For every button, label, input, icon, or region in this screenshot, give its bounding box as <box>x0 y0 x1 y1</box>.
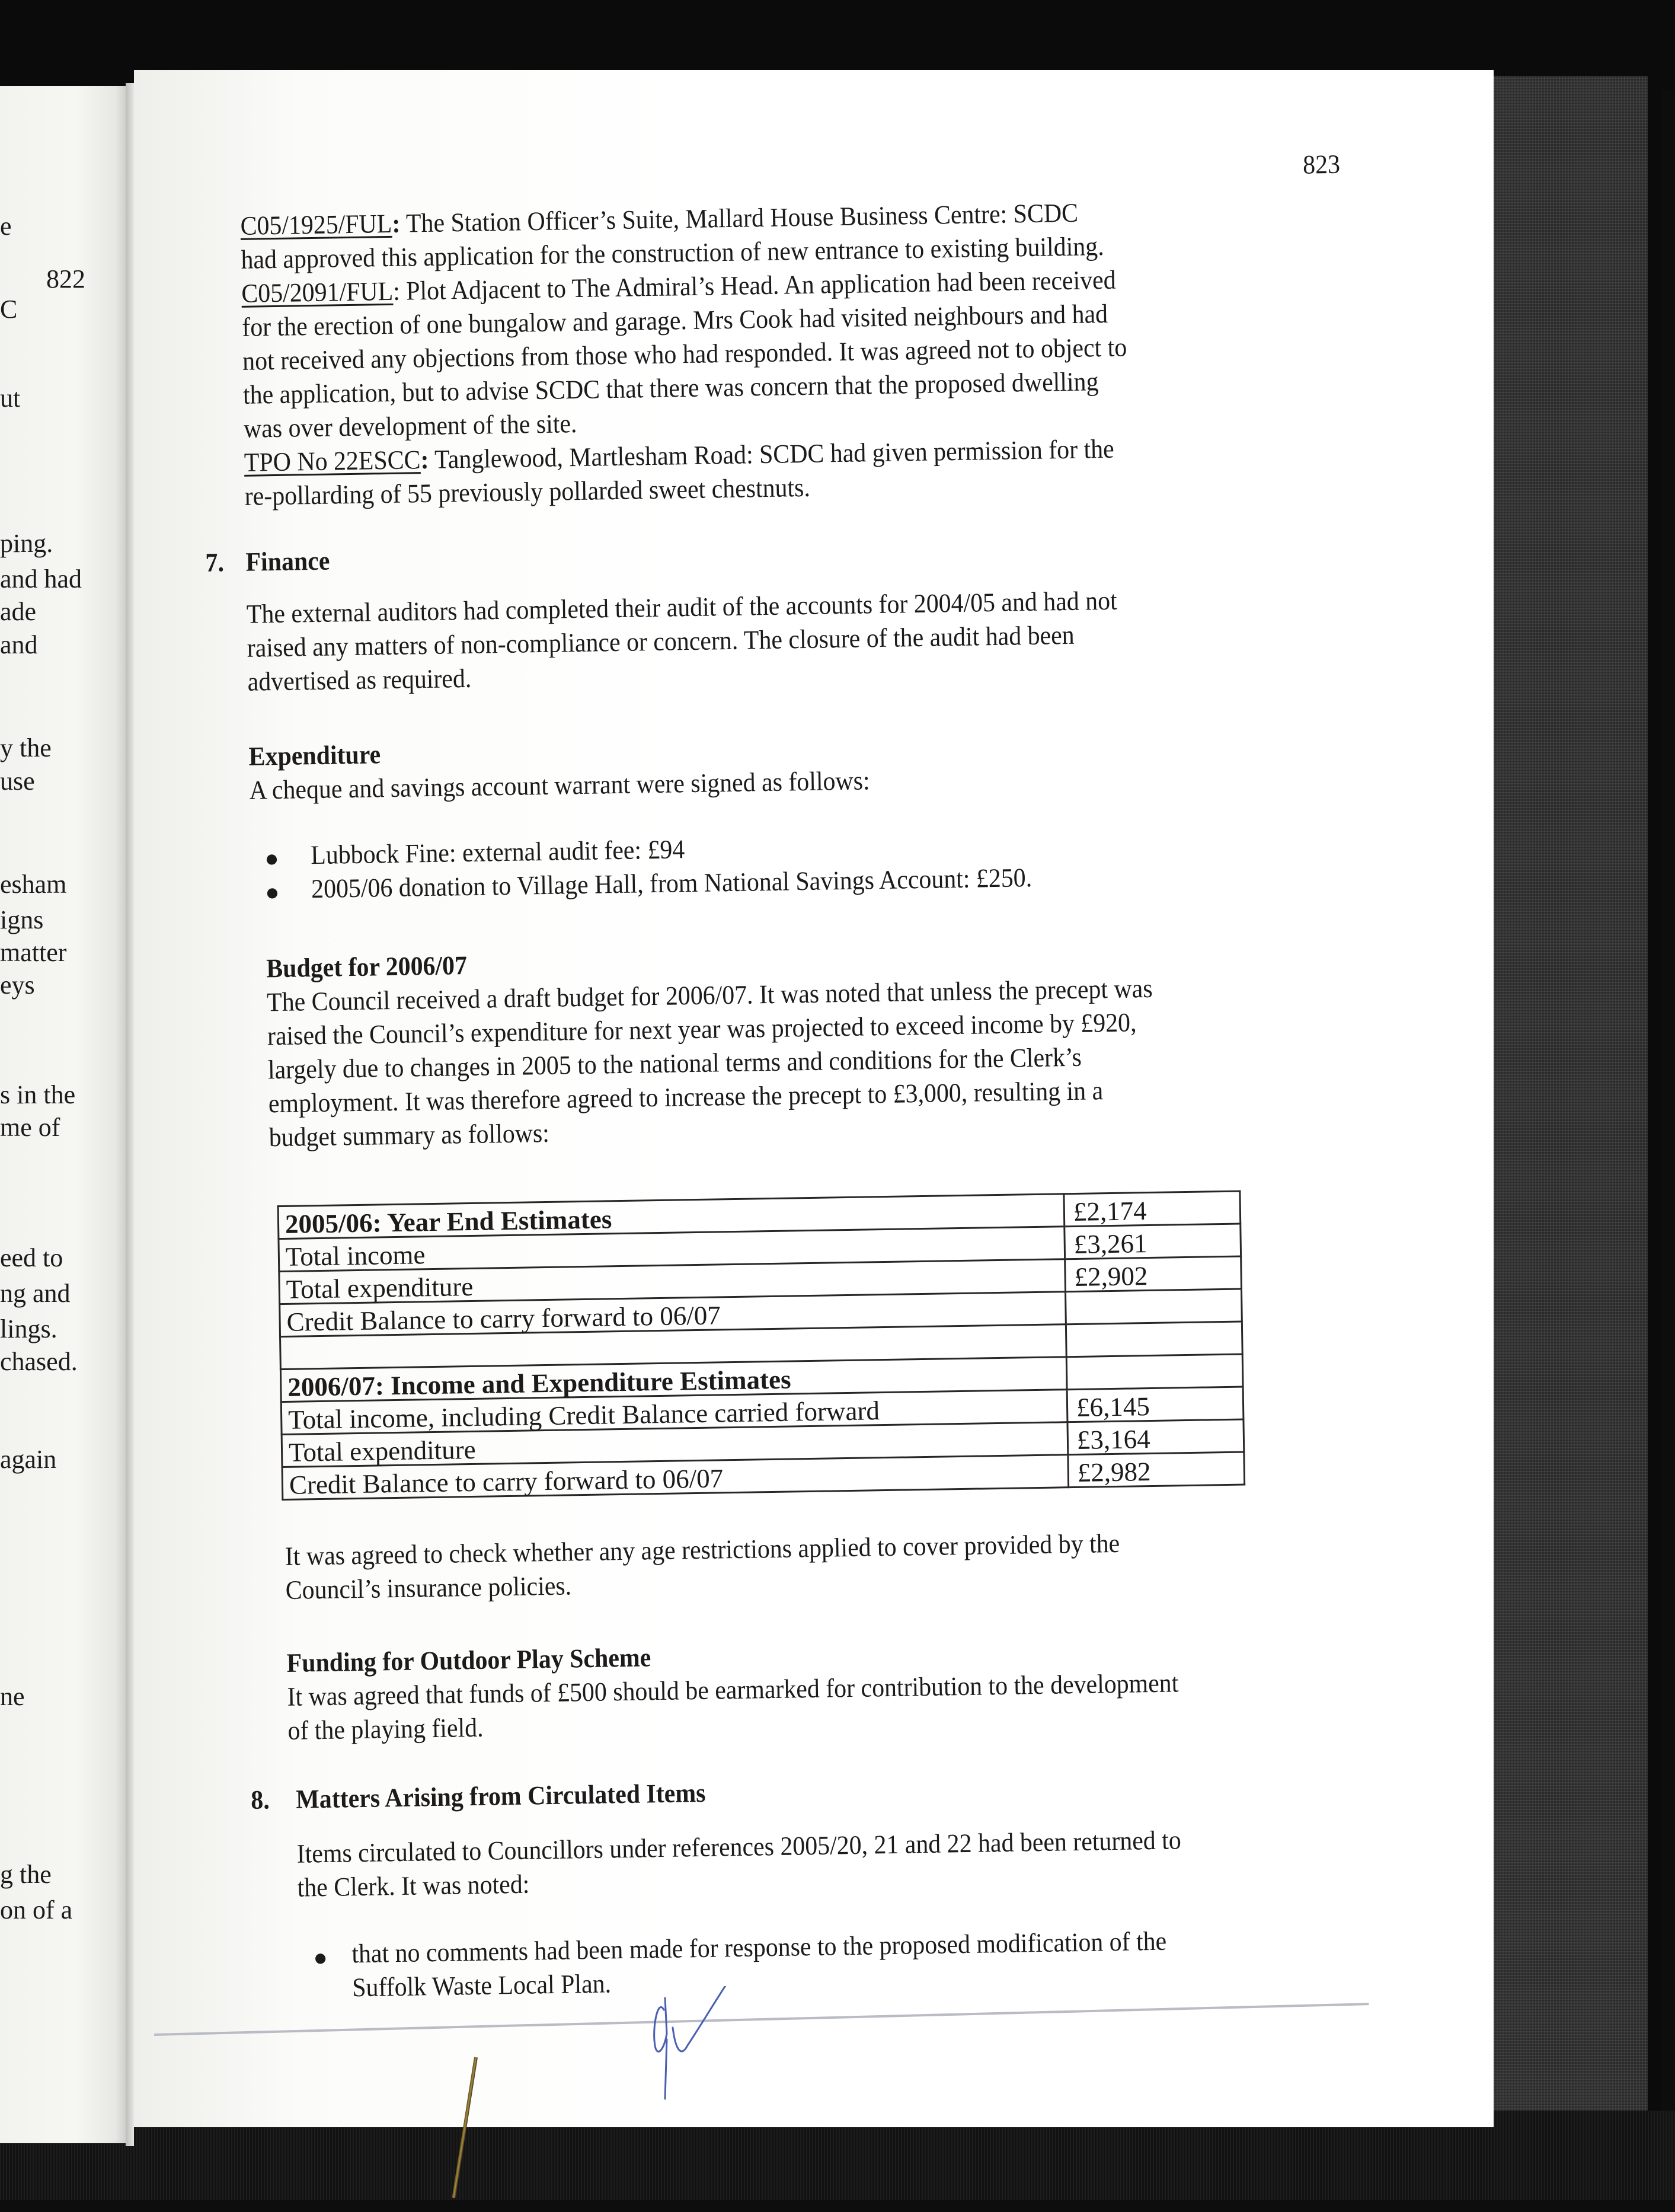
section-8-para: the Clerk. It was noted: <box>297 1869 530 1903</box>
left-page-text-fragment: ade <box>0 597 37 626</box>
planning-text: had approved this application for the construction of new entrance to existing building. <box>241 231 1104 274</box>
budget-row-value: £3,164 <box>1067 1419 1244 1455</box>
insurance-para: Council’s insurance policies. <box>285 1571 572 1605</box>
budget-row-value: £2,982 <box>1068 1452 1245 1488</box>
budget-row-label: Total income <box>279 1227 1065 1272</box>
planning-item-c05-2091: C05/2091/FUL: Plot Adjacent to The Admiral’s Head. An application had been received <box>241 264 1116 308</box>
planning-item-c05-1925: C05/1925/FUL: The Station Officer’s Suite, Mallard House Business Centre: SCDC <box>240 197 1079 241</box>
budget-row-label: Total expenditure <box>282 1422 1068 1467</box>
left-page-number: 822 <box>46 264 85 293</box>
expenditure-item: Lubbock Fine: external audit fee: £94 <box>310 834 685 870</box>
left-page-text-fragment: eed to <box>0 1243 63 1272</box>
left-page-text-fragment: use <box>0 767 35 796</box>
budget-para: employment. It was therefore agreed to increase the precept to £3,000, resulting in a <box>268 1075 1104 1119</box>
bullet-icon: ● <box>264 878 280 906</box>
budget-row-value <box>1066 1354 1243 1390</box>
finance-para: The external auditors had completed their audit of the accounts for 2004/05 and had not <box>246 585 1118 629</box>
budget-summary-table <box>277 1190 1246 1501</box>
left-page-text-fragment: ping. <box>0 529 53 558</box>
left-page-text-fragment: on of a <box>0 1895 73 1924</box>
left-page-text-fragment: g the <box>0 1860 52 1889</box>
left-page-text-fragment: ng and <box>0 1279 71 1308</box>
planning-ref: TPO No 22ESCC <box>244 445 421 477</box>
left-page-text-fragment: e <box>0 212 12 241</box>
planning-text: was over development of the site. <box>243 408 577 443</box>
budget-para: largely due to changes in 2005 to the national terms and conditions for the Clerk’s <box>267 1042 1082 1085</box>
budget-para: budget summary as follows: <box>268 1118 550 1153</box>
expenditure-item: 2005/06 donation to Village Hall, from National Savings Account: £250. <box>311 863 1033 904</box>
left-page-text-fragment: and <box>0 630 38 659</box>
planning-text: for the erection of one bungalow and garage. Mrs Cook had visited neighbours and had <box>241 298 1108 342</box>
budget-row-label: 2005/06: Year End Estimates <box>278 1194 1065 1239</box>
planning-text: re-pollarding of 55 previously pollarded sweet chestnuts. <box>244 472 811 511</box>
budget-row-value <box>1066 1322 1242 1357</box>
budget-para: The Council received a draft budget for 2006/07. It was noted that unless the precept was <box>266 973 1153 1017</box>
left-page-text-fragment: matter <box>0 938 67 967</box>
section-7-title: Finance <box>245 545 330 577</box>
left-page-text-fragment: esham <box>0 870 67 899</box>
left-page-text-fragment: me of <box>0 1113 60 1142</box>
budget-row-value: £3,261 <box>1065 1224 1241 1259</box>
budget-row-label: Total expenditure <box>279 1259 1066 1304</box>
budget-row-label: Credit Balance to carry forward to 06/07 <box>280 1292 1066 1337</box>
budget-row-value <box>1066 1289 1242 1324</box>
left-page-text-fragment: ne <box>0 1682 25 1711</box>
bullet-icon: ● <box>264 844 279 872</box>
section-8-number: 8. <box>250 1785 270 1815</box>
finance-para: raised any matters of non-compliance or concern. The closure of the audit had been <box>247 620 1075 663</box>
planning-text: not received any objections from those who had responded. It was agreed not to object to <box>242 332 1127 376</box>
play-scheme-para: It was agreed that funds of £500 should be earmarked for contribution to the development <box>287 1668 1179 1712</box>
left-page-text-fragment: eys <box>0 971 35 1000</box>
finance-para: advertised as required. <box>247 663 472 697</box>
planning-text: the application, but to advise SCDC that there was concern that the proposed dwelling <box>242 366 1099 410</box>
section-8-para: Items circulated to Councillors under references 2005/20, 21 and 22 had been returned to <box>296 1825 1182 1869</box>
budget-row-label: Credit Balance to carry forward to 06/07 <box>282 1455 1069 1500</box>
right-page-number: 823 <box>1302 149 1341 180</box>
budget-row-label: 2006/07: Income and Expenditure Estimates <box>280 1357 1067 1402</box>
expenditure-intro: A cheque and savings account warrant were signed as follows: <box>249 765 870 805</box>
section-8-item: Suffolk Waste Local Plan. <box>351 1968 612 2003</box>
insurance-para: It was agreed to check whether any age restrictions applied to cover provided by the <box>285 1528 1120 1571</box>
left-page-text-fragment: again <box>0 1445 57 1474</box>
budget-row-value: £2,902 <box>1065 1256 1242 1292</box>
handwritten-signature <box>640 1986 818 2105</box>
bullet-icon: ● <box>313 1943 328 1971</box>
section-8-item: that no comments had been made for response to the proposed modification of the <box>351 1926 1167 1969</box>
budget-row-value: £6,145 <box>1067 1387 1244 1422</box>
left-page-text-fragment: C <box>0 295 18 324</box>
left-page-text-fragment: s in the <box>0 1080 76 1109</box>
section-7-number: 7. <box>205 547 225 577</box>
budget-row-value: £2,174 <box>1064 1191 1241 1227</box>
planning-item-tpo: TPO No 22ESCC: Tanglewood, Martlesham Road: SCDC had given permission for the <box>244 433 1115 477</box>
left-page-text-fragment: and had <box>0 564 82 593</box>
budget-heading: Budget for 2006/07 <box>266 950 468 984</box>
planning-ref: C05/2091/FUL <box>241 276 394 308</box>
play-scheme-heading: Funding for Outdoor Play Scheme <box>286 1642 651 1678</box>
left-page-text-fragment: chased. <box>0 1347 78 1376</box>
left-page-text-fragment: ut <box>0 384 21 413</box>
budget-row-label: Total income, including Credit Balance carried forward <box>281 1390 1067 1435</box>
left-page-text-fragment: igns <box>0 905 44 934</box>
expenditure-heading: Expenditure <box>248 739 381 771</box>
play-scheme-para: of the playing field. <box>287 1712 484 1745</box>
planning-ref: C05/1925/FUL <box>240 208 392 241</box>
section-8-title: Matters Arising from Circulated Items <box>295 1777 706 1814</box>
left-page-text-fragment: y the <box>0 733 52 762</box>
left-page-text-fragment: lings. <box>0 1314 57 1343</box>
budget-para: raised the Council’s expenditure for next year was projected to exceed income by £920, <box>267 1007 1137 1051</box>
